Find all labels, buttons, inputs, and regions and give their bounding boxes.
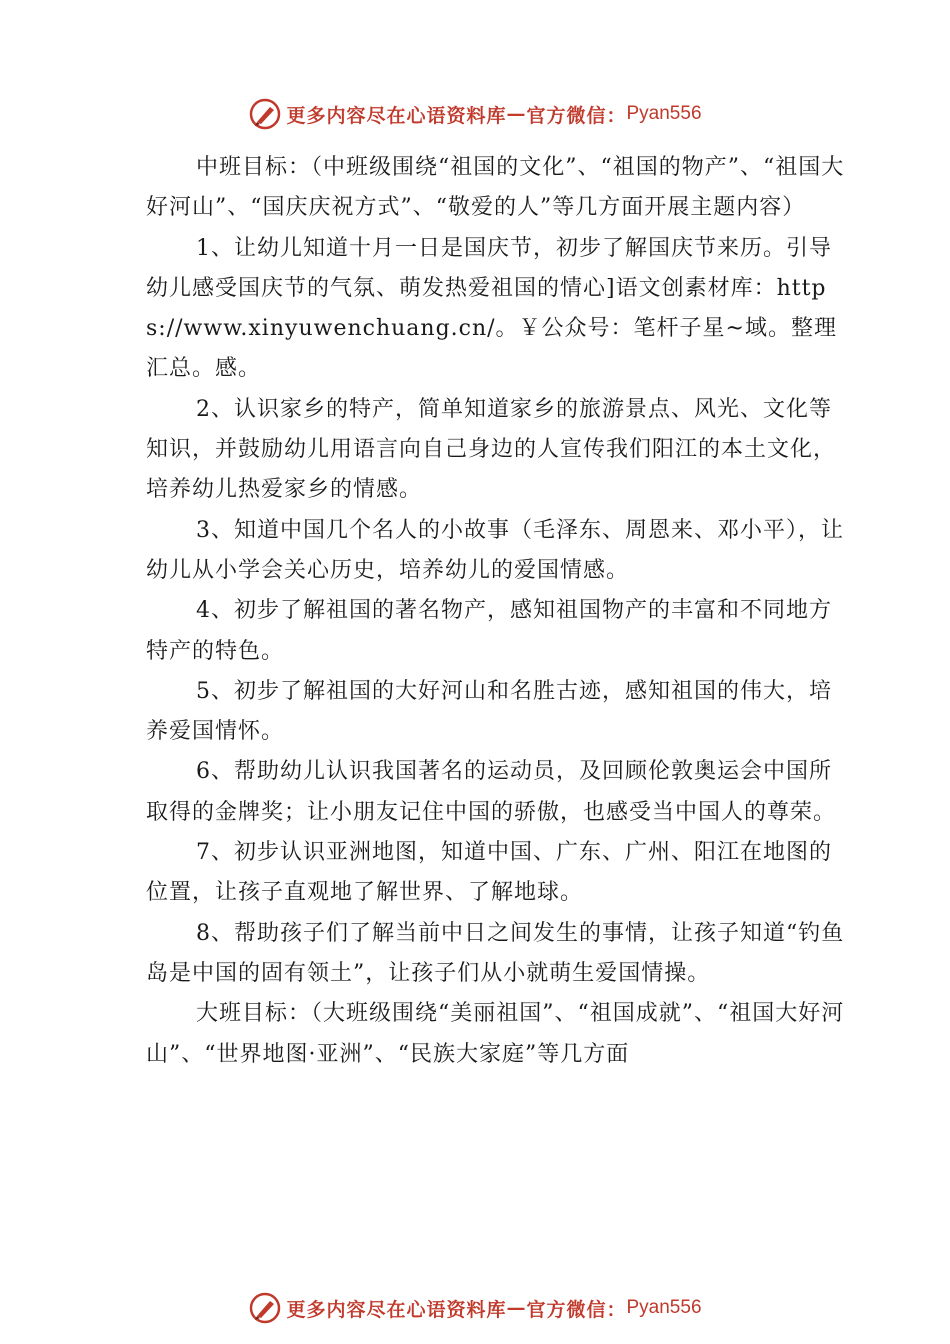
header-brand: 更多内容尽在心语资料库 — [286, 104, 507, 127]
header-dash: — — [506, 103, 527, 125]
paragraph-middle-class-goals: 中班目标：（中班级围绕“祖国的文化”、“祖国的物产”、“祖国大好河山”、“国庆庆祝方式”、“敬爱的人”等几方面开展主题内容） — [146, 155, 845, 221]
paragraph-item-3: 3、知道中国几个名人的小故事（毛泽东、周恩来、邓小平），让幼儿从小学会关心历史，培养幼儿的爱国情感。 — [146, 517, 844, 583]
paragraph-item-5: 5、初步了解祖国的大好河山和名胜古迹，感知祖国的伟大，培养爱国情怀。 — [146, 678, 832, 745]
footer-official: 官方微信： — [526, 1298, 627, 1321]
footer-watermark — [0, 1288, 950, 1328]
document-body — [146, 148, 846, 1075]
header-official: 官方微信： — [526, 104, 627, 127]
paragraph-senior-class-goals: 大班目标：（大班级围绕“美丽祖国”、“祖国成就”、“祖国大好河山”、“世界地图·亚洲”、“民族大家庭”等几方面 — [146, 1001, 845, 1067]
paragraph-item-4: 4、初步了解祖国的著名物产，感知祖国物产的丰富和不同地方特产的特色。 — [146, 598, 832, 664]
paragraph-item-7: 7、初步认识亚洲地图，知道中国、广东、广州、阳江在地图的位置，让孩子直观地了解世界、了解地球。 — [146, 840, 832, 906]
pen-logo-icon — [248, 97, 282, 131]
paragraph-item-2: 2、认识家乡的特产，简单知道家乡的旅游景点、风光、文化等知识，并鼓励幼儿用语言向自己身边的人宣传我们阳江的本土文化，培养幼儿热爱家乡的情感。 — [146, 396, 837, 503]
footer-wechat-id: Pyan556 — [626, 1297, 702, 1318]
paragraph-item-6: 6、帮助幼儿认识我国著名的运动员，及回顾伦敦奥运会中国所取得的金牌奖；让小朋友记住中国的骄傲，也感受当中国人的尊荣。 — [146, 759, 837, 825]
header-watermark — [0, 94, 950, 134]
paragraph-item-8: 8、帮助孩子们了解当前中日之间发生的事情，让孩子知道“钓鱼岛是中国的固有领土”，让孩子们从小就萌生爱国情操。 — [146, 920, 845, 986]
pen-logo-icon — [248, 1291, 282, 1325]
header-wechat-id: Pyan556 — [626, 103, 702, 124]
footer-brand: 更多内容尽在心语资料库 — [286, 1298, 507, 1321]
footer-dash: — — [506, 1297, 527, 1319]
paragraph-item-1: 1、让幼儿知道十月一日是国庆节，初步了解国庆节来历。引导幼儿感受国庆节的气氛、萌发热爱祖国的情心]语文创素材库：https://www.xinyuwenchuang.cn/。￥公众号：笔杆子星~域。整理汇总。感。 — [146, 235, 837, 382]
